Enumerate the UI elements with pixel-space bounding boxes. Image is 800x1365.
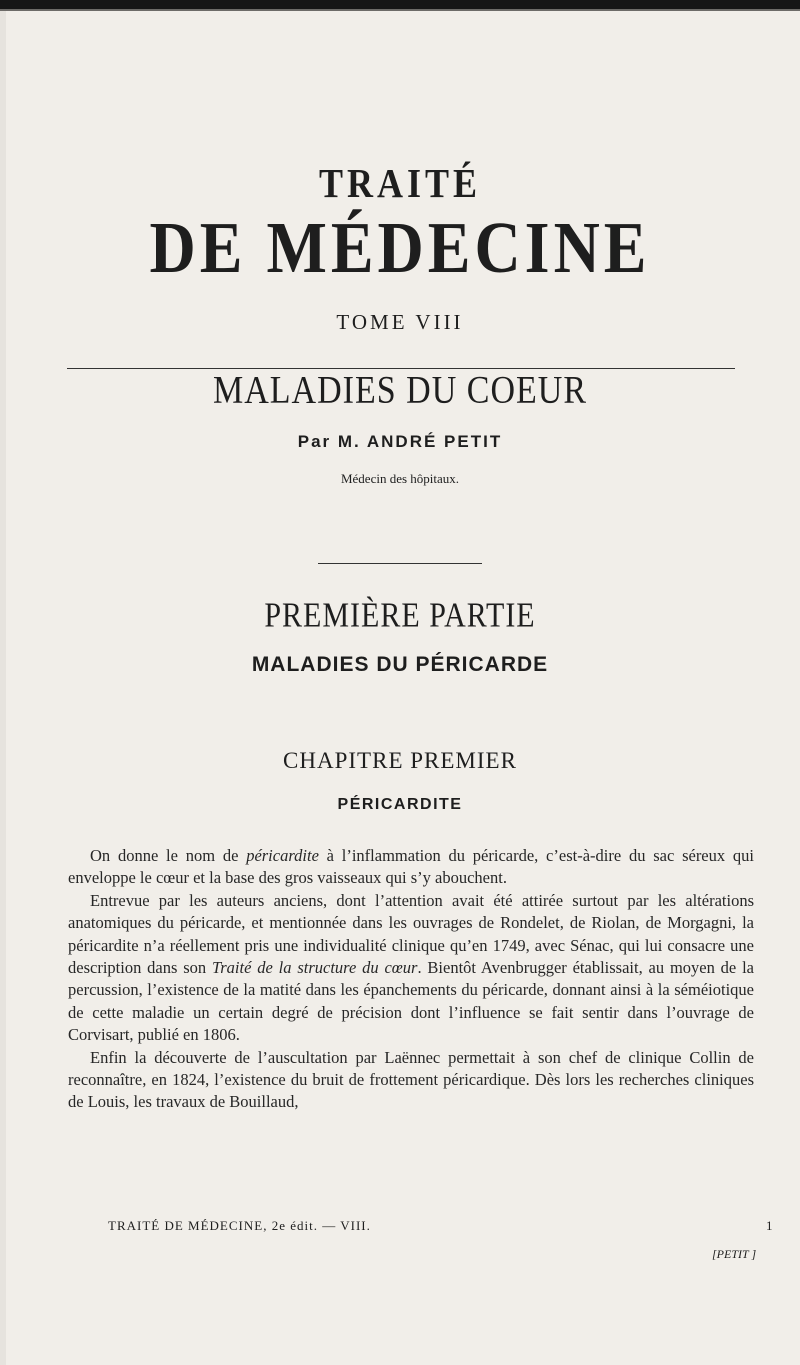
section-rule: [318, 563, 482, 564]
p2-text-a: Entrevue par les auteurs anciens, dont l’attention avait été attirée surtout par les altérations anatomiques du péricarde, et mentionnée dans les ouvrages de Rondelet, de Riolan, de Morgagni, la péricardite n’a réellement pris une individualité clinique qu’en 1749, avec Sénac, qui lui consacre une description dans son: [68, 890, 754, 978]
footer-running-title: TRAITÉ DE MÉDECINE, 2e édit. — VIII.: [108, 1218, 371, 1233]
chapter-subtitle: PÉRICARDITE: [337, 796, 463, 813]
author-byline: Par M. ANDRÉ PETIT: [297, 432, 503, 451]
body-text: [68, 845, 754, 1114]
p2-italic: Traité de la structure du cœur: [211, 958, 418, 978]
title-line-2: DE MÉDECINE: [149, 206, 651, 289]
p1-text-a: On donne le nom de: [90, 846, 247, 865]
paragraph-1: [68, 845, 754, 890]
section-title: MALADIES DU COEUR: [213, 369, 587, 412]
printer-signature: [PETIT ]: [712, 1247, 757, 1261]
author-affiliation: Médecin des hôpitaux.: [340, 471, 460, 486]
p2-text-b: . Bientôt Avenbrugger établissait, au moyen de la percussion, l’existence de la matité dans les épanchements du péricarde, donnant ainsi à la séméiotique de cette maladie un certain degré de précision dont l’influence se fait sentir dans l’ouvrage de Corvisart, publié en 1806.: [68, 958, 754, 1045]
footer-signature-number: 1: [766, 1218, 773, 1233]
paragraph-2: [68, 890, 754, 1047]
p1-italic: péricardite: [246, 846, 319, 865]
part-subtitle: MALADIES DU PÉRICARDE: [251, 653, 549, 676]
title-line-1: TRAITÉ: [318, 160, 482, 206]
chapter-title: CHAPITRE PREMIER: [283, 748, 517, 773]
paragraph-3: Enfin la découverte de l’auscultation par Laënnec permettait à son chef de clinique Collin de reconnaître, en 1824, l’existence du bruit de frottement péricardique. Dès lors les recherches cliniques de Louis, les travaux de Bouillaud,: [68, 1047, 754, 1112]
tome-label: TOME VIII: [336, 310, 464, 334]
part-title: PREMIÈRE PARTIE: [264, 596, 536, 635]
p1-text-b: à l’inflammation du péricarde, c’est-à-dire du sac séreux qui enveloppe le cœur et la base des gros vaisseaux qui s’y abouchent.: [68, 846, 754, 888]
